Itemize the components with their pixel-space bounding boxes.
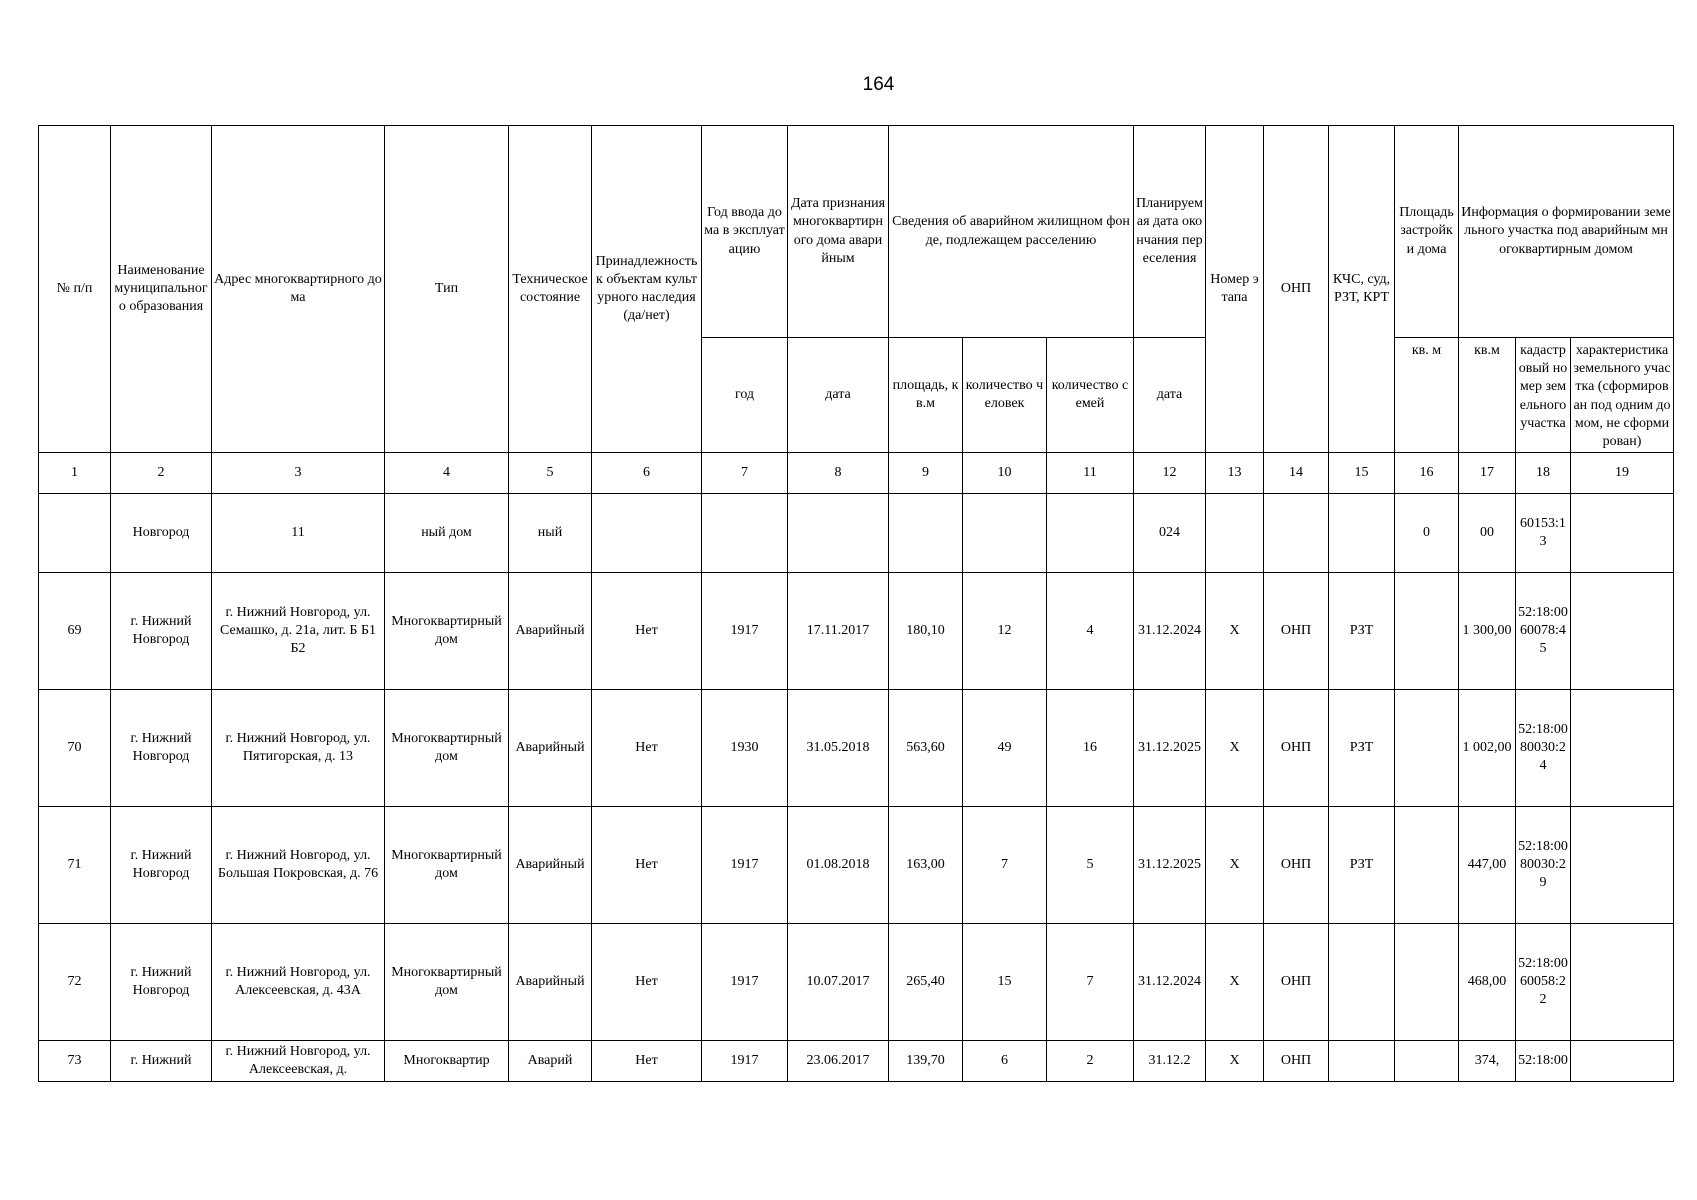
people-cell: 49 xyxy=(963,690,1047,807)
condition-cell: Аварийный xyxy=(509,690,592,807)
heritage-cell: Нет xyxy=(592,1041,702,1082)
header-emergency-date: Дата признания многоквартирного дома аварийным xyxy=(788,126,889,338)
families-cell: 5 xyxy=(1047,807,1134,924)
column-number: 16 xyxy=(1395,453,1459,494)
header-fund-info: Сведения об аварийном жилищном фонде, подлежащем расселению xyxy=(889,126,1134,338)
header-type: Тип xyxy=(385,126,509,453)
date-cell: 10.07.2017 xyxy=(788,924,889,1041)
row-number-cell: 72 xyxy=(39,924,111,1041)
condition-cell: Аварий xyxy=(509,1041,592,1082)
kchs-cell xyxy=(1329,924,1395,1041)
type-cell: Многоквартирный дом xyxy=(385,807,509,924)
families-cell: 7 xyxy=(1047,924,1134,1041)
cadastral-cell: 52:18:0060058:22 xyxy=(1516,924,1571,1041)
address-cell: г. Нижний Новгород, ул. Алексеевская, д. 43А xyxy=(212,924,385,1041)
subheader-area: площадь, кв.м xyxy=(889,338,963,453)
header-cadastral: кадастровый номер земельного участка xyxy=(1516,338,1571,453)
stage-cell xyxy=(1206,494,1264,573)
heritage-cell xyxy=(592,494,702,573)
column-number: 13 xyxy=(1206,453,1264,494)
resettle-date-cell: 024 xyxy=(1134,494,1206,573)
date-cell xyxy=(788,494,889,573)
families-cell xyxy=(1047,494,1134,573)
heritage-cell: Нет xyxy=(592,573,702,690)
area-cell: 265,40 xyxy=(889,924,963,1041)
row-number-cell: 69 xyxy=(39,573,111,690)
row-number-cell: 70 xyxy=(39,690,111,807)
condition-cell: Аварийный xyxy=(509,924,592,1041)
subheader-date: дата xyxy=(788,338,889,453)
build-area-cell: 0 xyxy=(1395,494,1459,573)
land-area-cell: 1 002,00 xyxy=(1459,690,1516,807)
condition-cell: ный xyxy=(509,494,592,573)
resettle-date-cell: 31.12.2024 xyxy=(1134,924,1206,1041)
stage-cell: Х xyxy=(1206,573,1264,690)
column-number-row xyxy=(39,453,1674,494)
row-number-cell: 73 xyxy=(39,1041,111,1082)
cadastral-cell: 52:18:0080030:29 xyxy=(1516,807,1571,924)
land-characteristic-cell xyxy=(1571,573,1674,690)
table-body xyxy=(39,453,1674,1082)
onp-cell: ОНП xyxy=(1264,690,1329,807)
land-characteristic-cell xyxy=(1571,807,1674,924)
table-row xyxy=(39,924,1674,1041)
page-number: 164 xyxy=(862,74,895,95)
resettle-date-cell: 31.12.2 xyxy=(1134,1041,1206,1082)
column-number: 7 xyxy=(702,453,788,494)
stage-cell: Х xyxy=(1206,924,1264,1041)
column-number: 19 xyxy=(1571,453,1674,494)
table-row xyxy=(39,807,1674,924)
municipality-cell: г. Нижний Новгород xyxy=(111,573,212,690)
column-number: 12 xyxy=(1134,453,1206,494)
land-characteristic-cell xyxy=(1571,1041,1674,1082)
header-build-area: Площадь застройки дома xyxy=(1395,126,1459,338)
cadastral-cell: 52:18:0060078:45 xyxy=(1516,573,1571,690)
header-commission-year: Год ввода дома в эксплуатацию xyxy=(702,126,788,338)
table-row xyxy=(39,690,1674,807)
header-stage: Номер этапа xyxy=(1206,126,1264,453)
kchs-cell xyxy=(1329,1041,1395,1082)
year-cell: 1930 xyxy=(702,690,788,807)
column-number: 10 xyxy=(963,453,1047,494)
cadastral-cell: 52:18:0080030:24 xyxy=(1516,690,1571,807)
header-onp: ОНП xyxy=(1264,126,1329,453)
subheader-families: количество семей xyxy=(1047,338,1134,453)
subheader-people: количество человек xyxy=(963,338,1047,453)
land-area-cell: 374, xyxy=(1459,1041,1516,1082)
land-characteristic-cell xyxy=(1571,494,1674,573)
area-cell: 139,70 xyxy=(889,1041,963,1082)
onp-cell xyxy=(1264,494,1329,573)
date-cell: 01.08.2018 xyxy=(788,807,889,924)
address-cell: г. Нижний Новгород, ул. Большая Покровская, д. 76 xyxy=(212,807,385,924)
column-number: 17 xyxy=(1459,453,1516,494)
people-cell xyxy=(963,494,1047,573)
onp-cell: ОНП xyxy=(1264,573,1329,690)
heritage-cell: Нет xyxy=(592,690,702,807)
onp-cell: ОНП xyxy=(1264,1041,1329,1082)
build-area-cell xyxy=(1395,807,1459,924)
subheader-land-area-unit: кв.м xyxy=(1459,338,1516,453)
type-cell: Многоквартирный дом xyxy=(385,573,509,690)
column-number: 2 xyxy=(111,453,212,494)
land-characteristic-cell xyxy=(1571,924,1674,1041)
municipality-cell: г. Нижний Новгород xyxy=(111,807,212,924)
type-cell: Многоквартирный дом xyxy=(385,924,509,1041)
column-number: 9 xyxy=(889,453,963,494)
address-cell: г. Нижний Новгород, ул. Пятигорская, д. 13 xyxy=(212,690,385,807)
header-kchs: КЧС, суд, РЗТ, КРТ xyxy=(1329,126,1395,453)
cadastral-cell: 60153:13 xyxy=(1516,494,1571,573)
cadastral-cell: 52:18:00 xyxy=(1516,1041,1571,1082)
people-cell: 15 xyxy=(963,924,1047,1041)
families-cell: 4 xyxy=(1047,573,1134,690)
year-cell: 1917 xyxy=(702,573,788,690)
condition-cell: Аварийный xyxy=(509,573,592,690)
column-number: 5 xyxy=(509,453,592,494)
build-area-cell xyxy=(1395,1041,1459,1082)
header-address: Адрес многоквартирного дома xyxy=(212,126,385,453)
table-row xyxy=(39,573,1674,690)
subheader-build-area-unit: кв. м xyxy=(1395,338,1459,453)
header-heritage: Принадлежность к объектам культурного наследия (да/нет) xyxy=(592,126,702,453)
resettle-date-cell: 31.12.2024 xyxy=(1134,573,1206,690)
area-cell: 163,00 xyxy=(889,807,963,924)
kchs-cell xyxy=(1329,494,1395,573)
land-characteristic-cell xyxy=(1571,690,1674,807)
column-number: 3 xyxy=(212,453,385,494)
families-cell: 16 xyxy=(1047,690,1134,807)
subheader-year: год xyxy=(702,338,788,453)
header-municipality: Наименование муниципального образования xyxy=(111,126,212,453)
resettle-date-cell: 31.12.2025 xyxy=(1134,807,1206,924)
column-number: 11 xyxy=(1047,453,1134,494)
column-number: 14 xyxy=(1264,453,1329,494)
municipality-cell: г. Нижний xyxy=(111,1041,212,1082)
header-planned-date: Планируемая дата окончания переселения xyxy=(1134,126,1206,338)
stage-cell: Х xyxy=(1206,807,1264,924)
land-area-cell: 447,00 xyxy=(1459,807,1516,924)
date-cell: 17.11.2017 xyxy=(788,573,889,690)
row-number-cell: 71 xyxy=(39,807,111,924)
type-cell: Многоквартир xyxy=(385,1041,509,1082)
column-number: 1 xyxy=(39,453,111,494)
people-cell: 6 xyxy=(963,1041,1047,1082)
column-number: 18 xyxy=(1516,453,1571,494)
table-header xyxy=(39,126,1674,453)
land-area-cell: 1 300,00 xyxy=(1459,573,1516,690)
stage-cell: Х xyxy=(1206,690,1264,807)
header-number: № п/п xyxy=(39,126,111,453)
header-condition: Техническое состояние xyxy=(509,126,592,453)
year-cell: 1917 xyxy=(702,1041,788,1082)
build-area-cell xyxy=(1395,573,1459,690)
resettle-date-cell: 31.12.2025 xyxy=(1134,690,1206,807)
column-number: 15 xyxy=(1329,453,1395,494)
address-cell: г. Нижний Новгород, ул. Семашко, д. 21а, лит. Б Б1 Б2 xyxy=(212,573,385,690)
year-cell xyxy=(702,494,788,573)
resettlement-table xyxy=(38,125,1674,1082)
address-cell: 11 xyxy=(212,494,385,573)
column-number: 8 xyxy=(788,453,889,494)
continuation-row xyxy=(39,494,1674,573)
address-cell: г. Нижний Новгород, ул. Алексеевская, д. xyxy=(212,1041,385,1082)
onp-cell: ОНП xyxy=(1264,924,1329,1041)
condition-cell: Аварийный xyxy=(509,807,592,924)
heritage-cell: Нет xyxy=(592,807,702,924)
header-land-info: Информация о формировании земельного участка под аварийным многоквартирным домом xyxy=(1459,126,1674,338)
kchs-cell: РЗТ xyxy=(1329,690,1395,807)
year-cell: 1917 xyxy=(702,924,788,1041)
area-cell: 180,10 xyxy=(889,573,963,690)
build-area-cell xyxy=(1395,690,1459,807)
area-cell xyxy=(889,494,963,573)
column-number: 4 xyxy=(385,453,509,494)
people-cell: 7 xyxy=(963,807,1047,924)
municipality-cell: г. Нижний Новгород xyxy=(111,924,212,1041)
table-row xyxy=(39,1041,1674,1082)
area-cell: 563,60 xyxy=(889,690,963,807)
land-area-cell: 468,00 xyxy=(1459,924,1516,1041)
header-land-characteristic: характеристика земельного участка (сформирован под одним домом, не сформирован) xyxy=(1571,338,1674,453)
year-cell: 1917 xyxy=(702,807,788,924)
stage-cell: Х xyxy=(1206,1041,1264,1082)
kchs-cell: РЗТ xyxy=(1329,807,1395,924)
families-cell: 2 xyxy=(1047,1041,1134,1082)
type-cell: Многоквартирный дом xyxy=(385,690,509,807)
build-area-cell xyxy=(1395,924,1459,1041)
row-number-cell xyxy=(39,494,111,573)
type-cell: ный дом xyxy=(385,494,509,573)
column-number: 6 xyxy=(592,453,702,494)
date-cell: 23.06.2017 xyxy=(788,1041,889,1082)
date-cell: 31.05.2018 xyxy=(788,690,889,807)
people-cell: 12 xyxy=(963,573,1047,690)
onp-cell: ОНП xyxy=(1264,807,1329,924)
municipality-cell: Новгород xyxy=(111,494,212,573)
heritage-cell: Нет xyxy=(592,924,702,1041)
kchs-cell: РЗТ xyxy=(1329,573,1395,690)
municipality-cell: г. Нижний Новгород xyxy=(111,690,212,807)
land-area-cell: 00 xyxy=(1459,494,1516,573)
subheader-planned-date: дата xyxy=(1134,338,1206,453)
